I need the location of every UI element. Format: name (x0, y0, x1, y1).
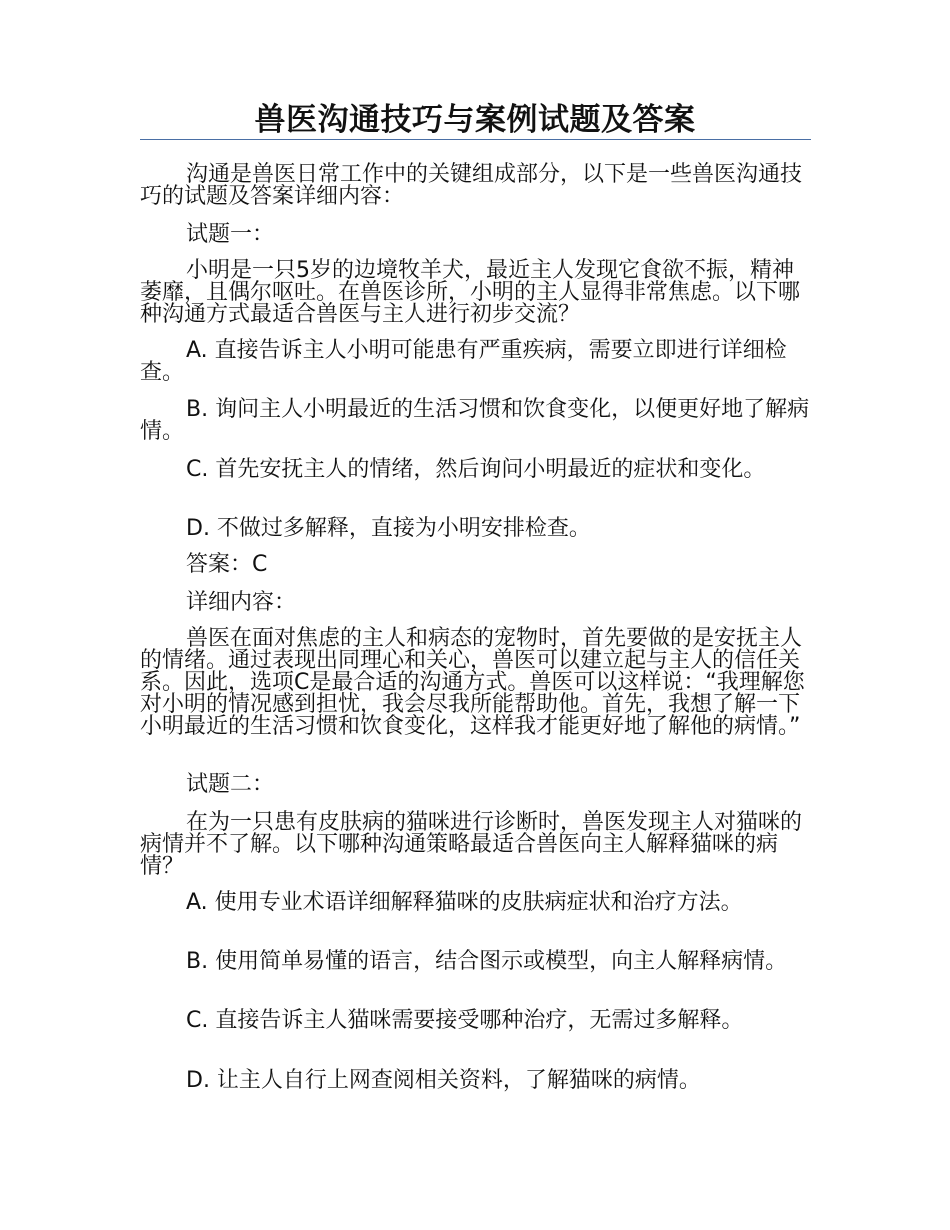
question-1-option-b: B. 询问主人小明最近的生活习惯和饮食变化，以便更好地了解病情。 (140, 397, 810, 444)
title-underline (140, 139, 811, 140)
question-2-option-a: A. 使用专业术语详细解释猫咪的皮肤病症状和治疗方法。 (186, 890, 743, 915)
intro-paragraph: 沟通是兽医日常工作中的关键组成部分，以下是一些兽医沟通技巧的试题及答案详细内容： (140, 162, 803, 209)
question-2-option-c: C. 直接告诉主人猫咪需要接受哪种治疗，无需过多解释。 (186, 1008, 744, 1033)
question-1-answer: 答案：C (186, 552, 268, 577)
question-1-explanation: 兽医在面对焦虑的主人和病态的宠物时，首先要做的是安抚主人的情绪。通过表现出同理心和关心，兽医可以建立起与主人的信任关系。因此，选项C是最合适的沟通方式。兽医可以这样说：“我理解您对小明的情况感到担忧，我会尽我所能帮助他。首先，我想了解一下小明最近的生活习惯和饮食变化，这样我才能更好地了解他的病情。” (140, 626, 805, 739)
question-2-text: 在为一只患有皮肤病的猫咪进行诊断时，兽医发现主人对猫咪的病情并不了解。以下哪种沟通策略最适合兽医向主人解释猫咪的病情？ (140, 810, 803, 879)
question-1-option-c: C. 首先安抚主人的情绪，然后询问小明最近的症状和变化。 (186, 457, 766, 482)
question-1-option-d: D. 不做过多解释，直接为小明安排检查。 (186, 516, 591, 541)
detail-heading: 详细内容： (186, 590, 297, 615)
question-2-option-d: D. 让主人自行上网查阅相关资料，了解猫咪的病情。 (186, 1068, 701, 1093)
document-title: 兽医沟通技巧与案例试题及答案 (254, 102, 696, 138)
question-2-option-b: B. 使用简单易懂的语言，结合图示或模型，向主人解释病情。 (186, 949, 788, 974)
question-1-option-a: A. 直接告诉主人小明可能患有严重疾病，需要立即进行详细检查。 (140, 338, 787, 385)
question-1-text: 小明是一只5岁的边境牧羊犬，最近主人发现它食欲不振，精神萎靡，且偶尔呕吐。在兽医诊所，小明的主人显得非常焦虑。以下哪种沟通方式最适合兽医与主人进行初步交流？ (140, 258, 801, 327)
question-1-heading: 试题一： (186, 222, 275, 247)
question-2-heading: 试题二： (186, 772, 275, 797)
